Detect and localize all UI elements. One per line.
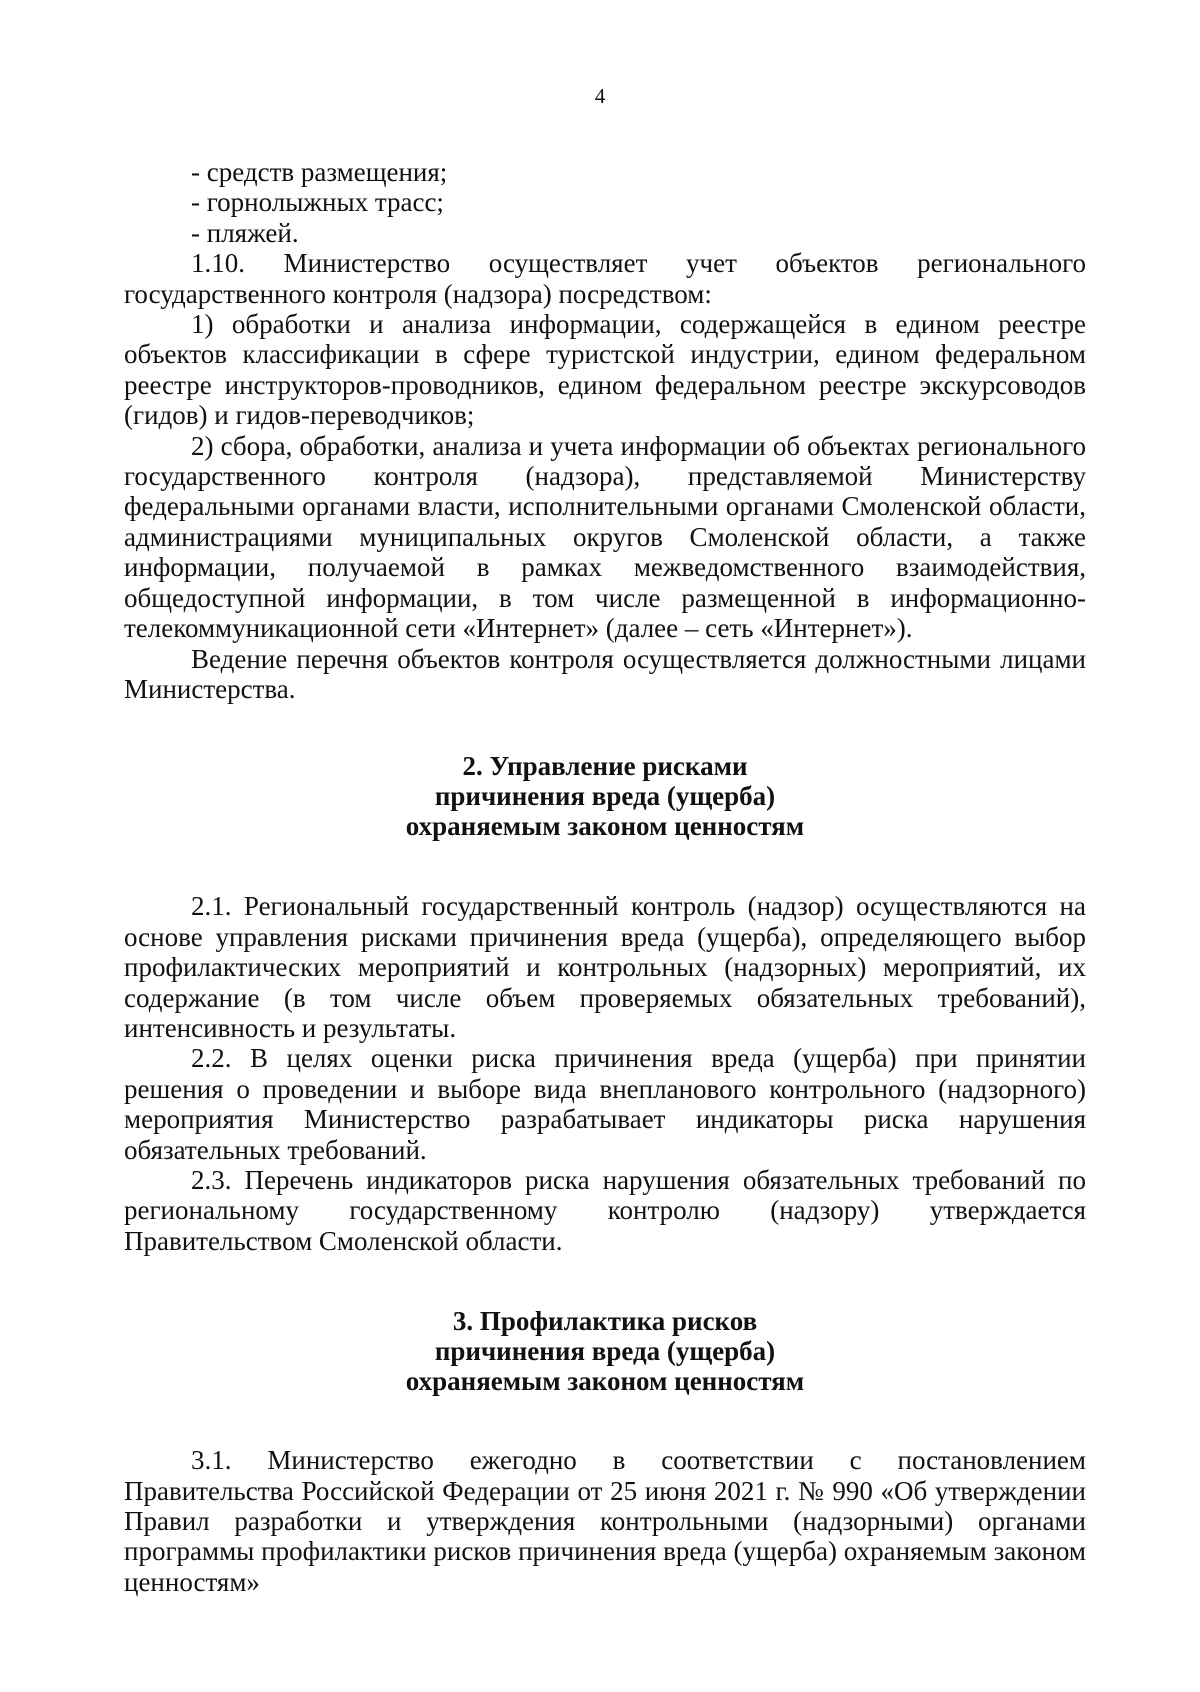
section-3-heading-line: причинения вреда (ущерба) [434, 1336, 776, 1367]
section-2-heading-line: 2. Управление рисками [462, 751, 748, 782]
section-2-heading-line: причинения вреда (ущерба) [434, 781, 776, 812]
section-2-heading-line: охраняемым законом ценностям [405, 811, 805, 842]
list-item: - пляжей. [191, 217, 299, 248]
section-3-heading-line: 3. Профилактика рисков [452, 1306, 758, 1337]
document-body [124, 157, 1086, 1597]
paragraph-1-10-item-2: 2) сбора, обработки, анализа и учета информации об объектах регионального государственного контроля (надзора), представляемой Министерству федеральными органами власти, исполнительными органами Смоленской области, администрациями муниципальных округов Смоленской области, а также информации, получаемой в рамках межведомственного взаимодействия, общедоступной информации, в том числе размещенной в информационно-телекоммуникационной сети «Интернет» (далее – сеть «Интернет»). [124, 430, 1086, 644]
section-3-heading [124, 1306, 1086, 1396]
paragraph-3-1: 3.1. Министерство ежегодно в соответствии с постановлением Правительства Российской Федерации от 25 июня 2021 г. № 990 «Об утверждении Правил разработки и утверждения контрольными (надзорными) органами программы профилактики рисков причинения вреда (ущерба) охраняемым законом ценностям» [124, 1445, 1086, 1597]
section-2-heading [124, 751, 1086, 841]
list-item: - средств размещения; [191, 157, 448, 187]
paragraph-1-10: 1.10. Министерство осуществляет учет объектов регионального государственного контроля (надзора) посредством: [124, 248, 1086, 309]
list-item: - горнолыжных трасс; [191, 187, 444, 218]
paragraph-registry: Ведение перечня объектов контроля осуществляется должностными лицами Министерства. [124, 643, 1086, 704]
paragraph-2-3: 2.3. Перечень индикаторов риска нарушения обязательных требований по региональному государственному контролю (надзору) утверждается Правительством Смоленской области. [124, 1164, 1086, 1256]
paragraph-2-1: 2.1. Региональный государственный контроль (надзор) осуществляются на основе управления рисками причинения вреда (ущерба), определяющего выбор профилактических мероприятий и контрольных (надзорных) мероприятий, их содержание (в том числе объем проверяемых обязательных требований), интенсивность и результаты. [124, 891, 1086, 1043]
page-number: 4 [594, 84, 606, 108]
paragraph-1-10-item-1: 1) обработки и анализа информации, содержащейся в едином реестре объектов классификации в сфере туристской индустрии, едином федеральном реестре инструкторов-проводников, едином федеральном реестре экскурсоводов (гидов) и гидов-переводчиков; [124, 309, 1086, 431]
section-3-heading-line: охраняемым законом ценностям [405, 1366, 805, 1397]
paragraph-2-2: 2.2. В целях оценки риска причинения вреда (ущерба) при принятии решения о проведении и выборе вида внепланового контрольного (надзорного) мероприятия Министерство разрабатывает индикаторы риска нарушения обязательных требований. [124, 1043, 1086, 1165]
